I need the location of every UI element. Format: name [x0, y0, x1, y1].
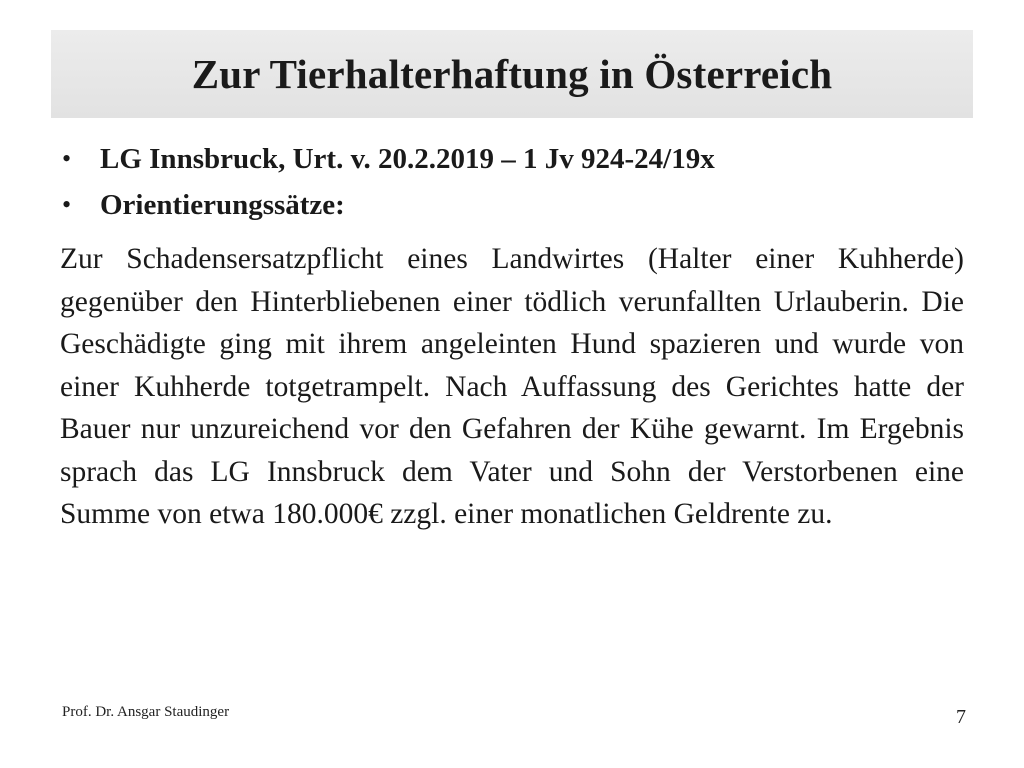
slide-title: Zur Tierhalterhaftung in Österreich — [191, 51, 833, 97]
body-paragraph: Zur Schadensersatzpflicht eines Landwirtes (Halter einer Kuhherde) gegenüber den Hinterbliebenen einer tödlich verunfallten Urlauberin. Die Geschädigte ging mit ihrem angeleinten Hund spazieren und wurde von einer Kuhherde totgetrampelt. Nach Auffassung des Gerichtes hatte der Bauer nur unzureichend vor den Gefahren der Kühe gewarnt. Im Ergebnis sprach das LG Innsbruck dem Vater und Sohn der Verstorbenen eine Summe von etwa 180.000€ zzgl. einer monatlichen Geldrente zu. — [60, 243, 964, 530]
footer-author: Prof. Dr. Ansgar Staudinger — [62, 704, 230, 720]
bullet-item-court — [60, 136, 970, 182]
page-number: 7 — [956, 706, 966, 728]
bullet-icon: • — [62, 190, 72, 219]
bullet-text: Orientierungssätze: — [100, 189, 345, 221]
bullet-icon: • — [62, 144, 72, 173]
bullet-text: LG Innsbruck, Urt. v. 20.2.2019 – 1 Jv 924-24/19x — [100, 143, 715, 175]
bullet-list — [60, 136, 970, 228]
bullet-item-orientation — [60, 182, 970, 228]
title-bar — [51, 30, 973, 118]
